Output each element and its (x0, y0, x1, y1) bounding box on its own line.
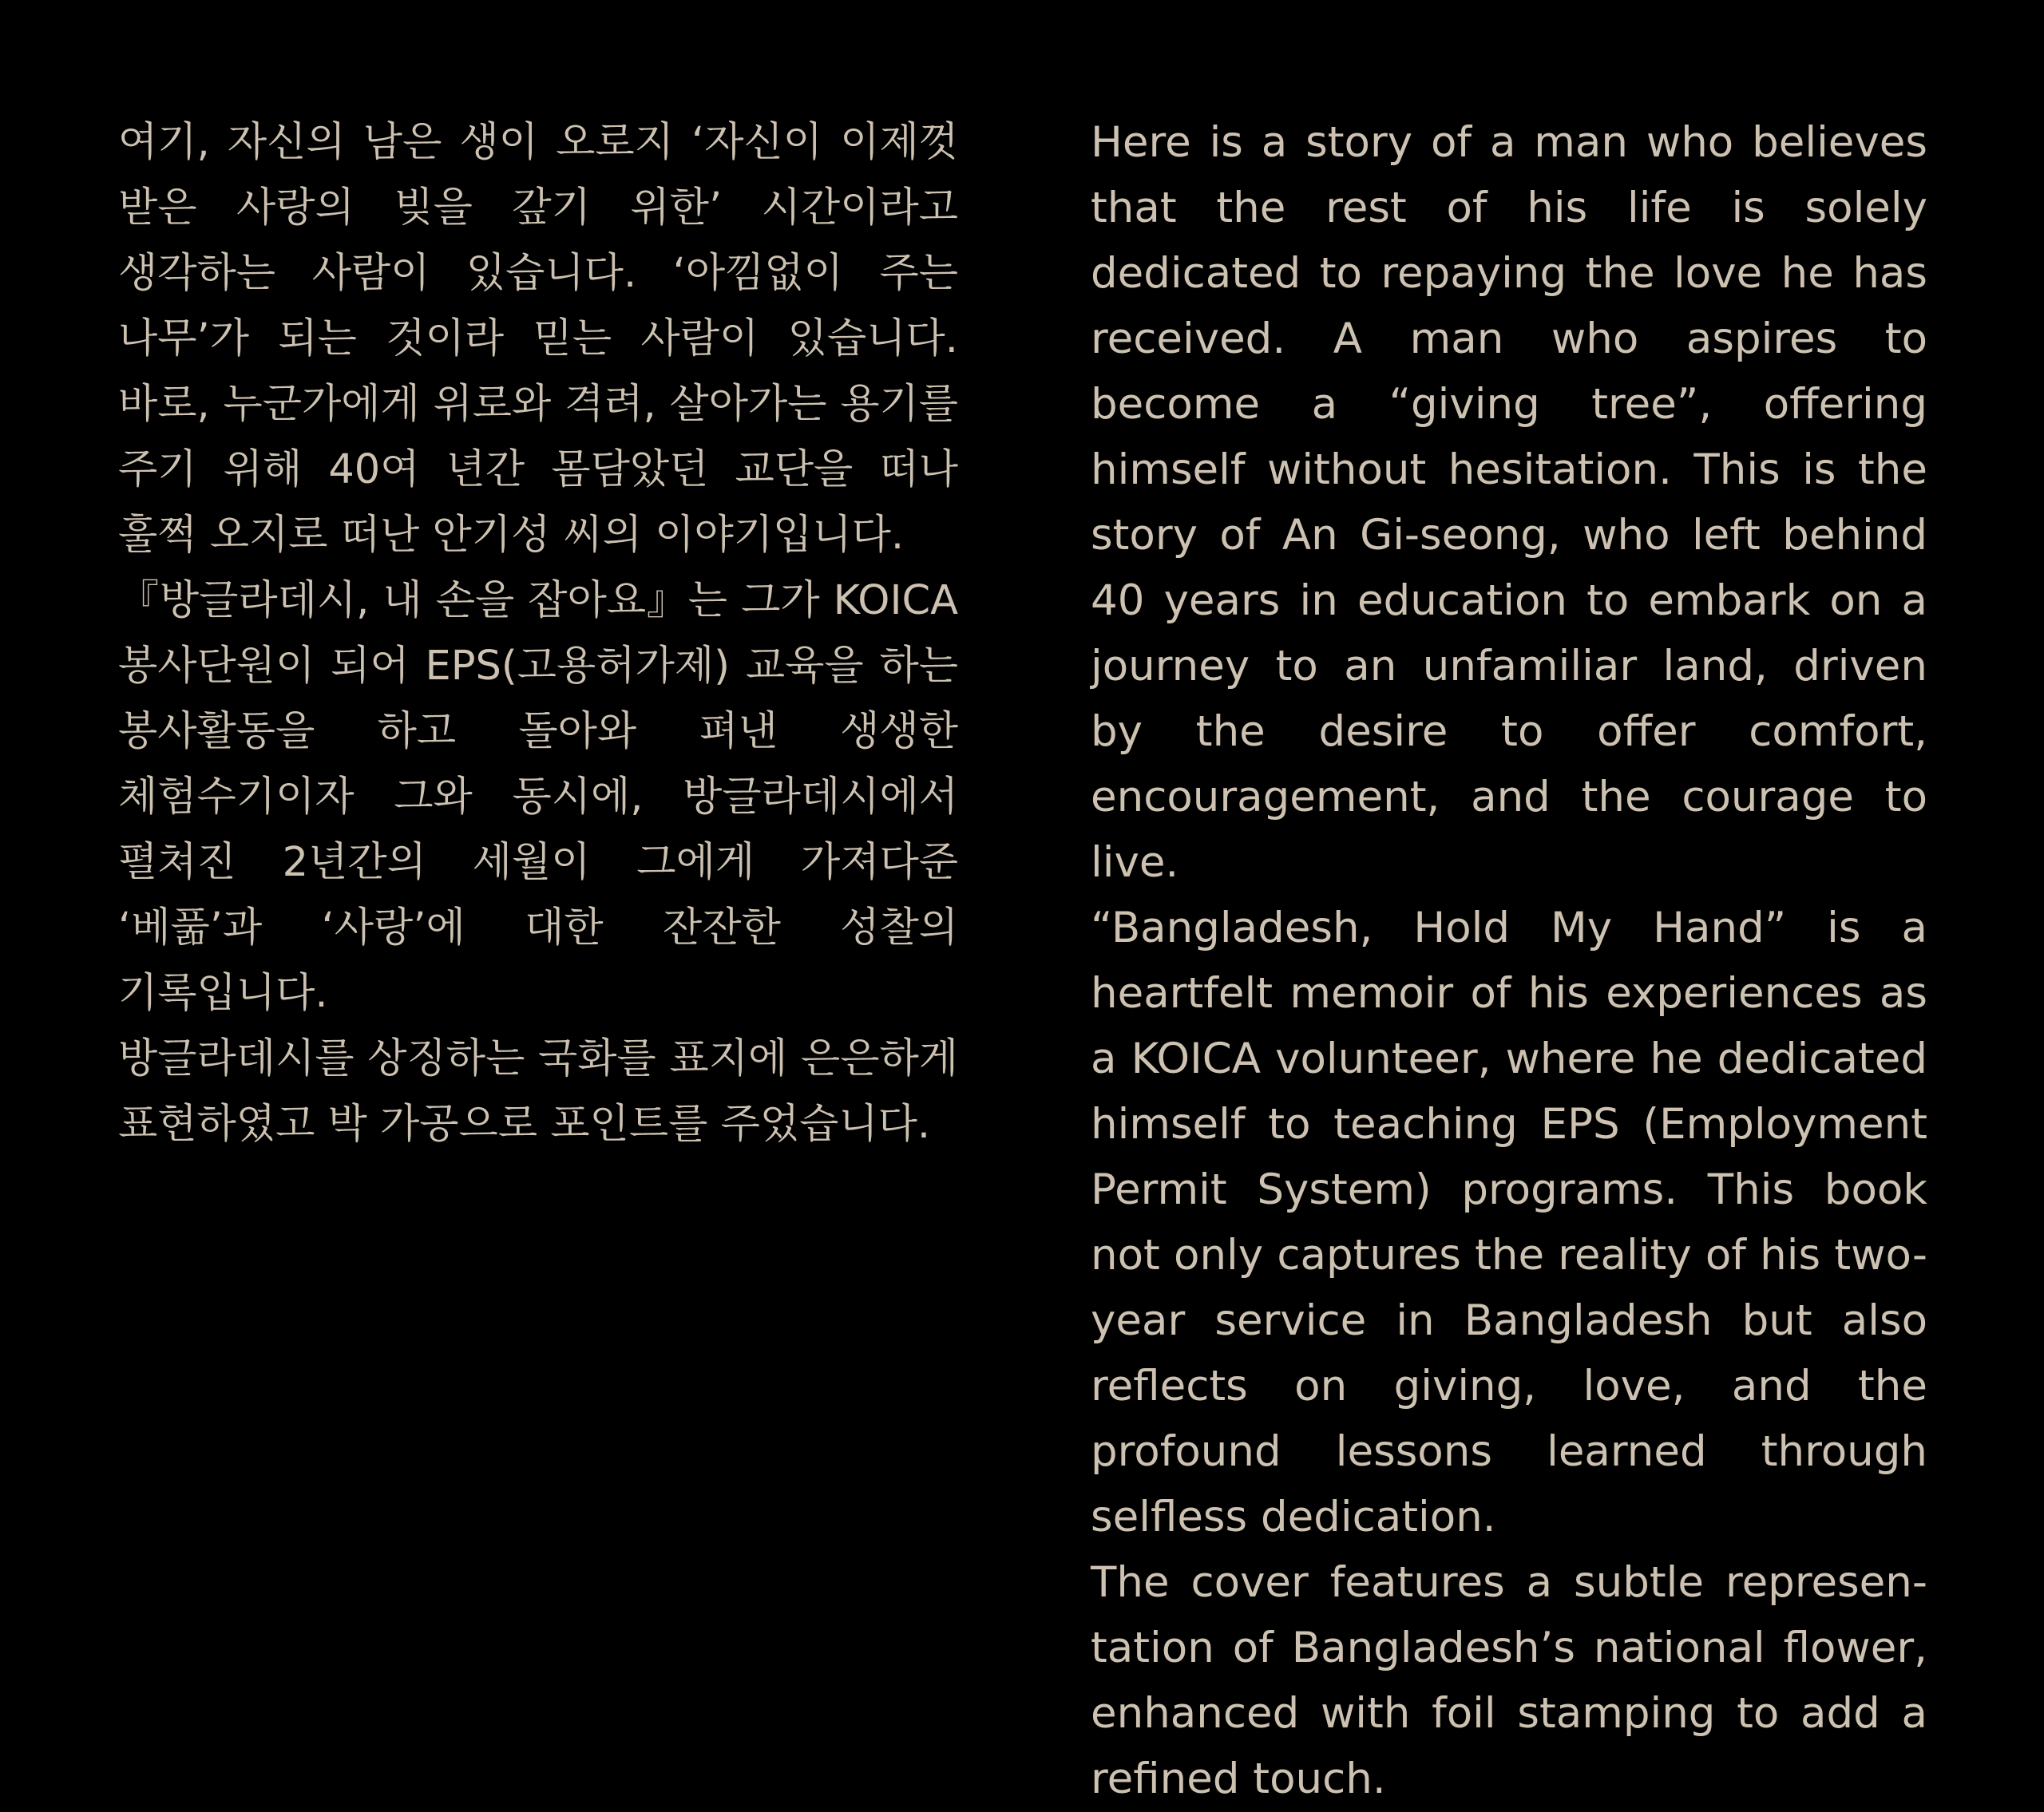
korean-description (118, 110, 958, 1157)
korean-paragraph-1: 여기, 자신의 남은 생이 오로지 ‘자신이 이제껏 받은 사랑의 빚을 갚기 위한’ 시간이라고 생각하는 사람이 있습니다. ‘아낌없이 주는 나무’가 되는 것이라 믿는 사람이 있습니다. 바로, 누군가에게 위로와 격려, 살아가는 용기를 주기 위해 40여 년간 몸담았던 교단을 떠나 훌쩍 오지로 떠난 안기성 씨의 이야기입니다. (118, 119, 958, 559)
korean-paragraph-3: 방글라데시를 상징하는 국화를 표지에 은은하게 표현하였고 박 가공으로 포인트를 주었습니다. (118, 1035, 958, 1148)
korean-paragraph-2: 『방글라데시, 내 손을 잡아요』는 그가 KOICA 봉사단원이 되어 EPS(고용허가제) 교육을 하는 봉사활동을 하고 돌아와 펴낸 생생한 체험수기이자 그와 동시에, 방글라데시에서 펼쳐진 2년간의 세월이 그에게 가져다준 ‘베풂’과 ‘사랑’에 대한 잔잔한 성찰의 기록입니다. (118, 577, 958, 1017)
english-paragraph-1: Here is a story of a man who believes that the rest of his life is solely dedicated to repaying the love he has received. A man who aspires to become a “giving tree”, offering himself without hesitation. This is the story of An Gi-seong, who left behind 40 years in education to embark on a journey to an unfamiliar land, driven by the desire to offer comfort, encouragement, and the courage to live. (1091, 118, 1927, 887)
english-description (1091, 110, 1927, 1812)
english-paragraph-3: The cover features a subtle represen-tation of Bangladesh’s national flower, enhanced with foil stamping to add a refined touch. (1091, 1558, 1927, 1803)
english-paragraph-2: “Bangladesh, Hold My Hand” is a heartfelt memoir of his experiences as a KOICA volunteer, where he dedicated himself to teaching EPS (Employment Permit System) programs. This book not only captures the reality of his two-year service in Bangladesh but also reflects on giving, love, and the profound lessons learned through selfless dedication. (1091, 904, 1927, 1541)
